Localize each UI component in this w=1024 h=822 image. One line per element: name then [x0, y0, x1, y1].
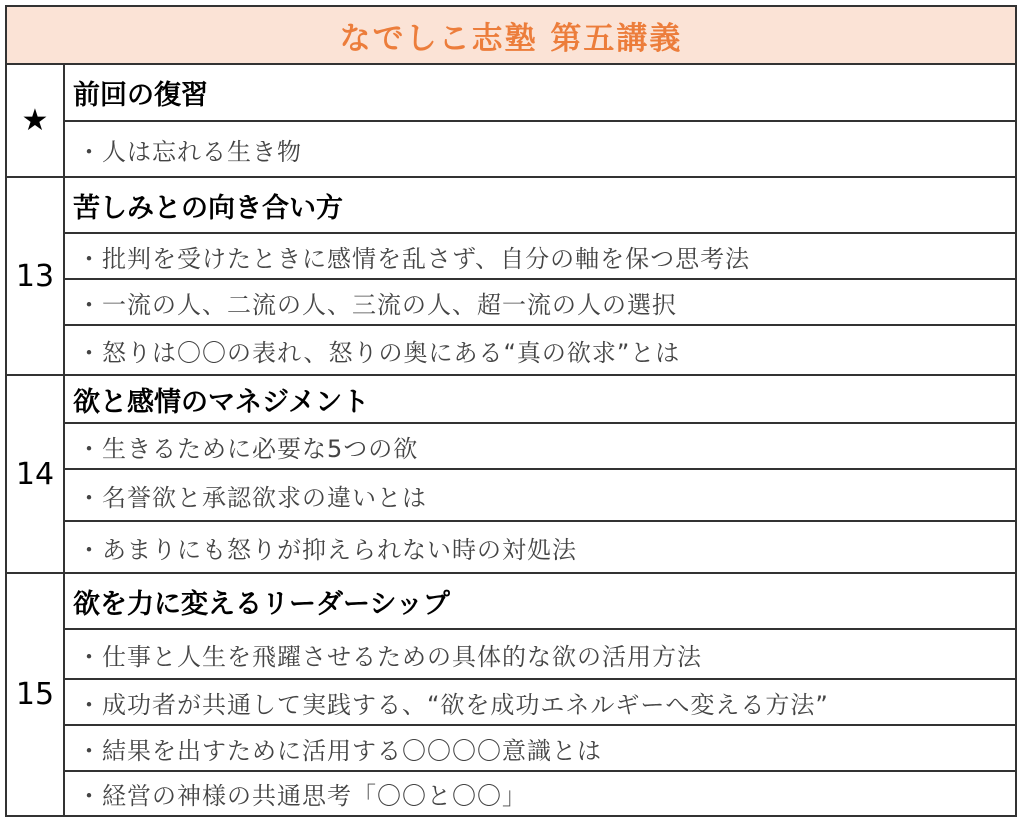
list-item [63, 628, 1017, 680]
list-item-text: ・仕事と人生を飛躍させるための具体的な欲の活用方法 [77, 642, 702, 671]
list-item-text: ・成功者が共通して実践する、“欲を成功エネルギーへ変える方法” [77, 690, 829, 719]
section-heading [63, 176, 1017, 234]
list-item [63, 724, 1017, 772]
list-item [63, 520, 1017, 574]
curriculum-table [5, 5, 1017, 817]
list-item-text: ・経営の神様の共通思考「〇〇と〇〇」 [77, 782, 527, 810]
section-number: 15 [15, 677, 55, 712]
list-item [63, 678, 1017, 726]
list-item [63, 770, 1017, 817]
section-label [5, 572, 65, 817]
list-item [63, 232, 1017, 280]
section-heading [63, 63, 1017, 122]
list-item-text: ・一流の人、二流の人、三流の人、超一流の人の選択 [77, 290, 677, 319]
section-heading-text: 苦しみとの向き合い方 [73, 192, 343, 224]
list-item-text: ・人は忘れる生き物 [77, 137, 302, 166]
section-heading-text: 前回の復習 [73, 80, 208, 111]
page-title: なでしこ志塾 第五講義 [339, 20, 683, 57]
list-item [63, 422, 1017, 470]
list-item-text: ・結果を出すために活用する〇〇〇〇意識とは [77, 736, 602, 765]
section-heading [63, 572, 1017, 630]
list-item-text: ・あまりにも怒りが抑えられない時の対処法 [77, 535, 577, 564]
list-item [63, 468, 1017, 522]
list-item [63, 278, 1017, 326]
list-item [63, 120, 1017, 178]
section-label [5, 63, 65, 178]
section-heading-text: 欲と感情のマネジメント [73, 386, 370, 418]
list-item-text: ・名誉欲と承認欲求の違いとは [77, 483, 427, 512]
section-heading-text: 欲を力に変えるリーダーシップ [73, 588, 450, 620]
title-bar [5, 5, 1017, 65]
section-number: 14 [15, 456, 55, 492]
star-icon: ★ [21, 103, 49, 138]
list-item [63, 324, 1017, 376]
section-heading [63, 374, 1017, 424]
list-item-text: ・批判を受けたときに感情を乱さず、自分の軸を保つ思考法 [77, 244, 751, 273]
section-number: 13 [15, 258, 55, 294]
list-item-text: ・生きるために必要な5つの欲 [77, 434, 419, 463]
list-item-text: ・怒りは〇〇の表れ、怒りの奥にある“真の欲求”とは [77, 338, 681, 367]
section-label [5, 176, 65, 376]
section-label [5, 374, 65, 574]
